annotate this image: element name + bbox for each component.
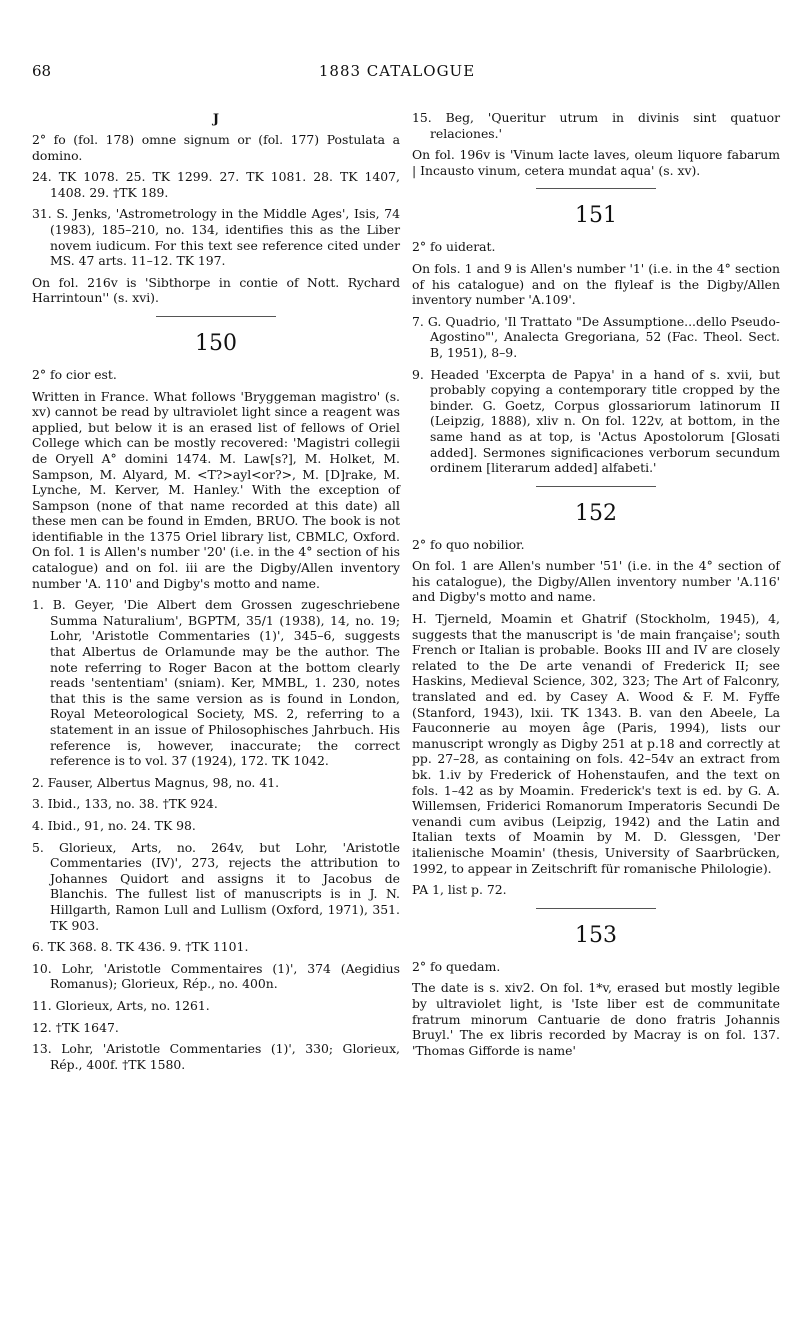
catalogue-paragraph: 9. Headed 'Excerpta de Papya' in a hand of s. xvii, but probably copying a contemporary title cropped by the binder. G. Goetz, Corpus glossariorum latinorum II (Leipzig, 1888), xliv n. On fol. 122v, at bottom, in the same hand as at top, is 'Actus Apostolorum [Glosati added]. Sermones significaciones verborum secundum ordinem [literarum added] alfabeti.' — [412, 366, 780, 476]
manuscript-number-heading: 151 — [575, 203, 617, 229]
catalogue-paragraph: On fol. 196v is 'Vinum lacte laves, oleum liquore fabarum | Incausto vinum, cetera mundat aqua' (s. xv). — [412, 147, 780, 178]
left-column — [32, 110, 400, 1078]
catalogue-paragraph: 1. B. Geyer, 'Die Albert dem Grossen zugeschriebene Summa Naturalium', BGPTM, 35/1 (1938), 14, no. 19; Lohr, 'Aristotle Commentaries (1)', 345–6, suggests that Albertus de Orlamunde may be the author. The note referring to Roger Bacon at the bottom clearly reads 'sententiam' (sniam). Ker, MMBL, 1. 230, notes that this is the same version as is found in London, Royal Meteorological Society, MS. 2, referring to a statement in an issue of Philosophisches Jahrbuch. His reference is, however, inaccurate; the correct reference is to vol. 37 (1924), 172. TK 1042. — [32, 597, 400, 769]
catalogue-paragraph: 2° fo uiderat. — [412, 239, 496, 255]
catalogue-paragraph: On fol. 1 are Allen's number '51' (i.e. in the 4° section of his catalogue), the Digby/Allen inventory number 'A.116' and Digby's motto and name. — [412, 558, 780, 605]
section-divider — [156, 316, 276, 317]
catalogue-paragraph: PA 1, list p. 72. — [412, 882, 507, 898]
catalogue-paragraph: H. Tjerneld, Moamin et Ghatrif (Stockholm, 1945), 4, suggests that the manuscript is 'de main française'; south French or Italian is probable. Books III and IV are closely related to the De arte venandi of Frederick II; see Haskins, Medieval Science, 302, 323; The Art of Falconry, translated and ed. by Casey A. Wood & F. M. Fyffe (Stanford, 1943), lxii. TK 1343. B. van den Abeele, La Fauconnerie au moyen âge (Paris, 1994), lists our manuscript wrongly as Digby 251 at p.18 and correctly at pp. 27–28, as containing on fols. 42–54v an extract from bk. 1.iv by Frederick of Hohenstaufen, and the text on fols. 1–42 as by Moamin. Frederick's text is ed. by G. A. Willemsen, Friderici Romanorum Imperatoris Secundi De venandi cum avibus (Leipzig, 1942) and the Latin and Italian texts of Moamin by M. D. Glessgen, 'Der italienische Moamin' (thesis, University of Saarbrücken, 1992, to appear in Zeitschrift für romanische Philologie). — [412, 611, 780, 876]
catalogue-paragraph: 10. Lohr, 'Aristotle Commentaires (1)', 374 (Aegidius Romanus); Glorieux, Rép., no. 400n. — [32, 960, 400, 992]
catalogue-paragraph: 3. Ibid., 133, no. 38. †TK 924. — [32, 796, 218, 812]
catalogue-paragraph: 6. TK 368. 8. TK 436. 9. †TK 1101. — [32, 939, 249, 955]
section-divider — [536, 486, 656, 487]
right-column — [412, 110, 780, 1064]
catalogue-paragraph: On fols. 1 and 9 is Allen's number '1' (i.e. in the 4° section of his catalogue) and on the flyleaf is the Digby/Allen inventory number 'A.109'. — [412, 260, 780, 308]
page-header — [32, 62, 762, 84]
catalogue-paragraph: 2° fo cior est. — [32, 366, 117, 382]
manuscript-number-heading: 152 — [575, 500, 617, 526]
catalogue-paragraph: 2° fo quedam. — [412, 958, 501, 974]
catalogue-paragraph: 2° fo quo nobilior. — [412, 536, 525, 552]
catalogue-paragraph: 24. TK 1078. 25. TK 1299. 27. TK 1081. 28. TK 1407, 1408. 29. †TK 189. — [32, 169, 400, 200]
catalogue-paragraph: 13. Lohr, 'Aristotle Commentaries (1)', 330; Glorieux, Rép., 400f. †TK 1580. — [32, 1041, 400, 1072]
catalogue-paragraph: On fol. 216v is 'Sibthorpe in contie of Nott. Rychard Harrintoun'' (s. xvi). — [32, 274, 400, 306]
section-letter-heading: J — [212, 112, 220, 127]
running-title: 1883 CATALOGUE — [318, 62, 476, 80]
manuscript-number-heading: 150 — [195, 330, 237, 356]
catalogue-paragraph: 2° fo (fol. 178) omne signum or (fol. 177) Postulata a domino. — [32, 132, 400, 163]
catalogue-paragraph: 5. Glorieux, Arts, no. 264v, but Lohr, 'Aristotle Commentaries (IV)', 273, rejects the attribution to Johannes Quidort and assigns it to Jacobus de Blanchis. The fullest list of manuscripts is in J. N. Hillgarth, Ramon Lull and Lullism (Oxford, 1971), 351. TK 903. — [32, 839, 400, 933]
manuscript-number-heading: 153 — [575, 922, 617, 948]
catalogue-paragraph: 11. Glorieux, Arts, no. 1261. — [32, 997, 210, 1013]
catalogue-paragraph: 2. Fauser, Albertus Magnus, 98, no. 41. — [32, 774, 280, 790]
catalogue-paragraph: 12. †TK 1647. — [32, 1019, 119, 1035]
section-divider — [536, 188, 656, 189]
catalogue-paragraph: 4. Ibid., 91, no. 24. TK 98. — [32, 817, 196, 833]
page-number: 68 — [32, 62, 52, 80]
catalogue-paragraph: The date is s. xiv2. On fol. 1*v, erased but mostly legible by ultraviolet light, is 'Iste liber est de communitate fratrum minorum Cantuarie de dono fratris Johannis Bruyl.' The ex libris recorded by Macray is on fol. 137. 'Thomas Gifforde is name' — [412, 980, 780, 1058]
catalogue-paragraph: 7. G. Quadrio, 'Il Trattato "De Assumptione...dello Pseudo-Agostino"', Analecta Gregoriana, 52 (Fac. Theol. Sect. B, 1951), 8–9. — [412, 313, 780, 360]
catalogue-paragraph: 15. Beg, 'Queritur utrum in divinis sint quatuor relaciones.' — [412, 110, 780, 141]
section-divider — [536, 908, 656, 909]
catalogue-paragraph: 31. S. Jenks, 'Astrometrology in the Middle Ages', Isis, 74 (1983), 185–210, no. 134, identifies this as the Liber novem iudicum. For this text see reference cited under MS. 47 arts. 11–12. TK 197. — [32, 206, 400, 269]
catalogue-paragraph: Written in France. What follows 'Bryggeman magistro' (s. xv) cannot be read by ultraviolet light since a reagent was applied, but below it is an erased list of fellows of Oriel College which can be mostly recovered: 'Magistri collegii de Oryell A° domini 1474. M. Law[s?], M. Holket, M. Sampson, M. Alyard, M. <T?>ayl<or?>, M. [D]rake, M. Lynche, M. Kerver, M. Hanley.' With the exception of Sampson (none of that name recorded at this date) all these men can be found in Emden, BRUO. The book is not identifiable in the 1375 Oriel library list, CBMLC, Oxford. On fol. 1 is Allen's number '20' (i.e. in the 4° section of his catalogue) and on fol. iii are the Digby/Allen inventory number 'A. 110' and Digby's motto and name. — [32, 388, 400, 591]
